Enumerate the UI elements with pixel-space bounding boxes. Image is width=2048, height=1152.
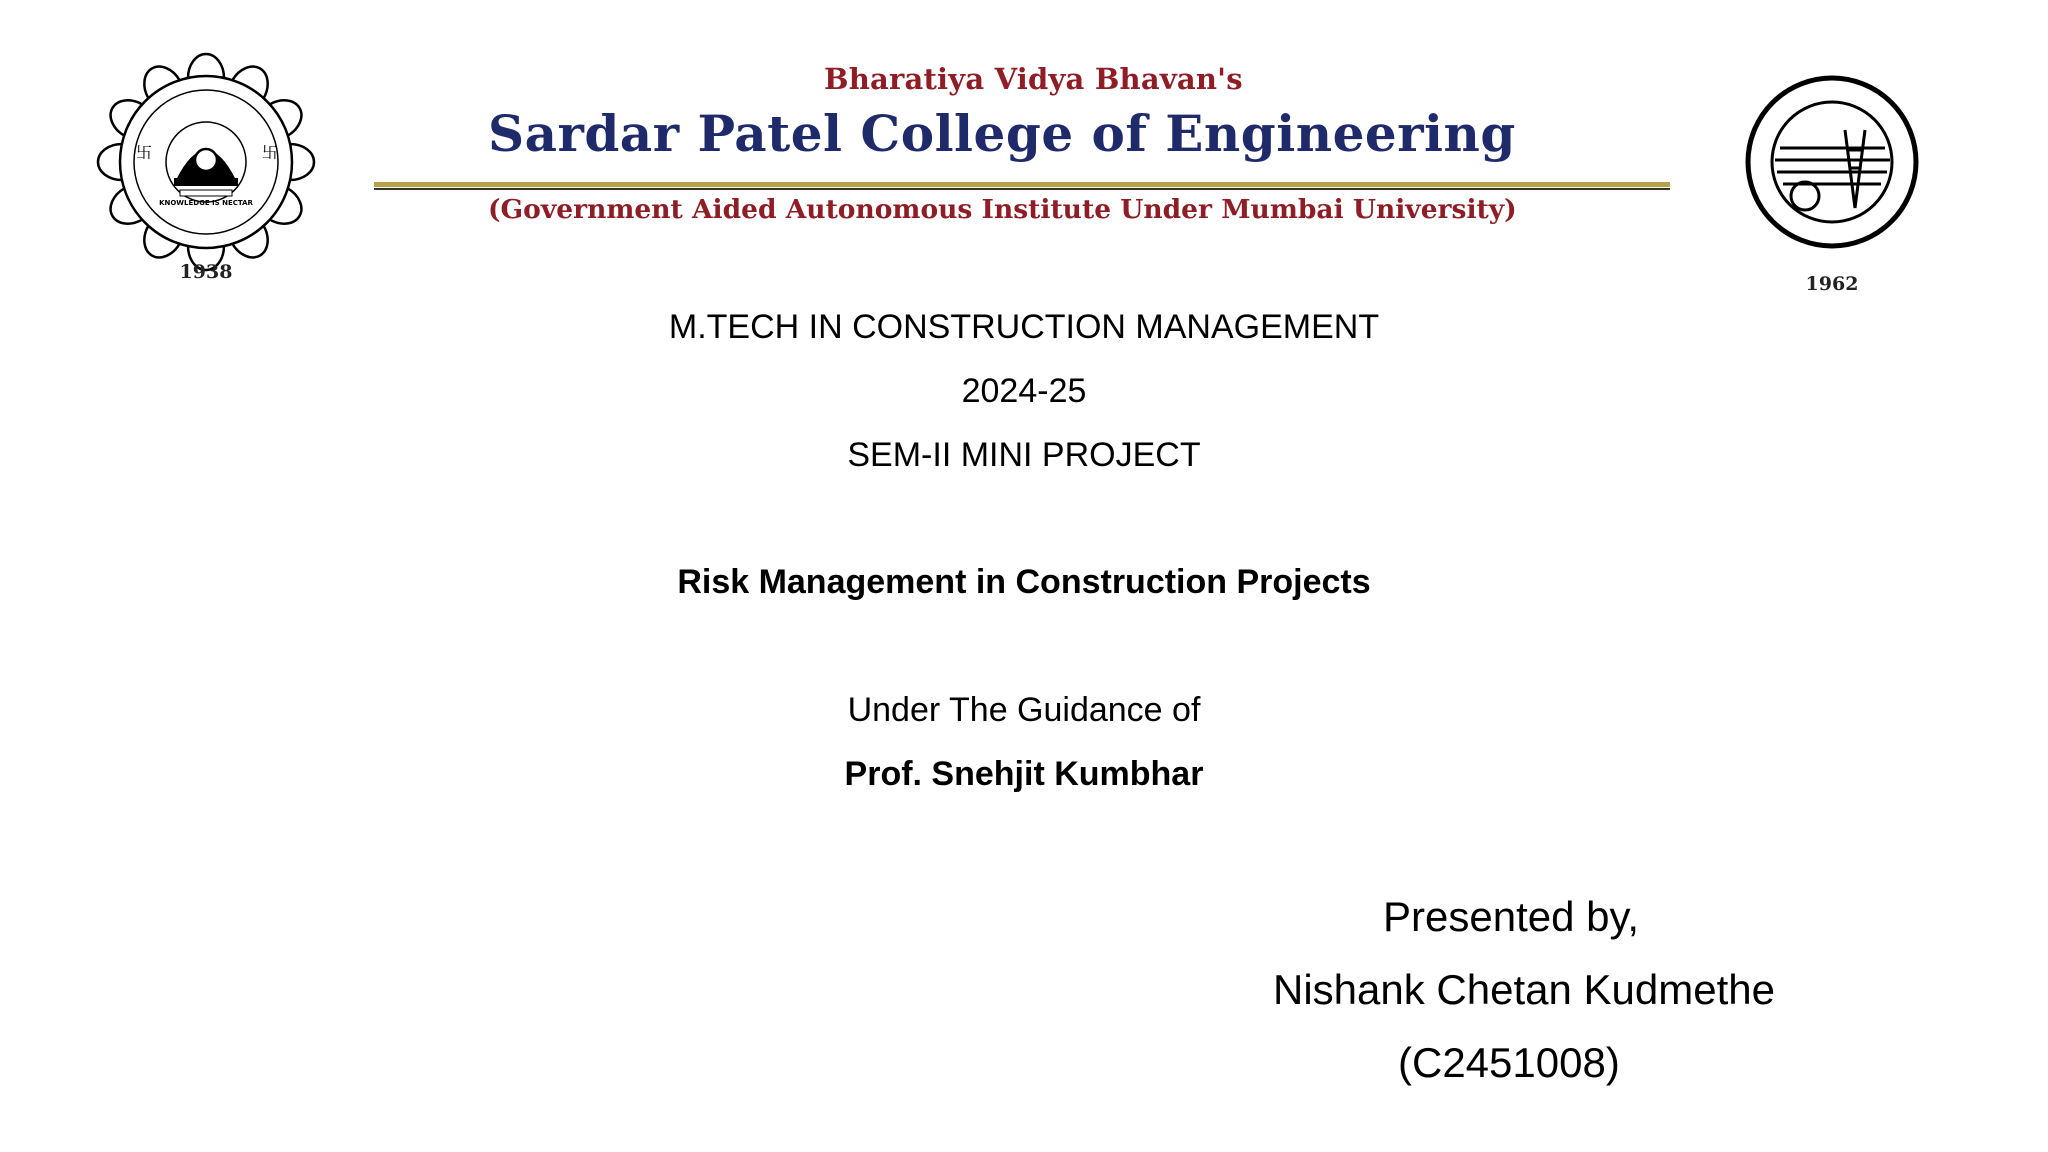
college-subtitle: (Government Aided Autonomous Institute Under Mumbai University) xyxy=(488,194,1517,225)
guidance-label: Under The Guidance of xyxy=(847,691,1201,729)
college-name: Sardar Patel College of Engineering xyxy=(488,104,1516,163)
project-type: SEM-II MINI PROJECT xyxy=(847,436,1201,474)
academic-year: 2024-25 xyxy=(961,372,1087,410)
presenter-id: (C2451008) xyxy=(1398,1039,1620,1086)
svg-text:卐: 卐 xyxy=(262,143,279,162)
header-rule-gold xyxy=(374,182,1670,187)
presenter-name: Nishank Chetan Kudmethe xyxy=(1273,966,1775,1013)
org-name: Bharatiya Vidya Bhavan's xyxy=(824,62,1243,96)
presented-by-label: Presented by, xyxy=(1383,893,1640,940)
presentation-title: Risk Management in Construction Projects xyxy=(677,563,1371,601)
header-rule-dark xyxy=(374,188,1670,190)
motto-text: KNOWLEDGE IS NECTAR xyxy=(159,199,253,207)
left-logo-year: 1938 xyxy=(179,261,233,283)
svg-text:卐: 卐 xyxy=(136,143,153,162)
spce-seal-logo xyxy=(1735,68,1935,298)
guide-name: Prof. Snehjit Kumbhar xyxy=(844,755,1204,793)
right-logo-year: 1962 xyxy=(1805,273,1859,295)
program-title: M.TECH IN CONSTRUCTION MANAGEMENT xyxy=(668,308,1380,346)
bvb-emblem-logo xyxy=(76,50,346,290)
